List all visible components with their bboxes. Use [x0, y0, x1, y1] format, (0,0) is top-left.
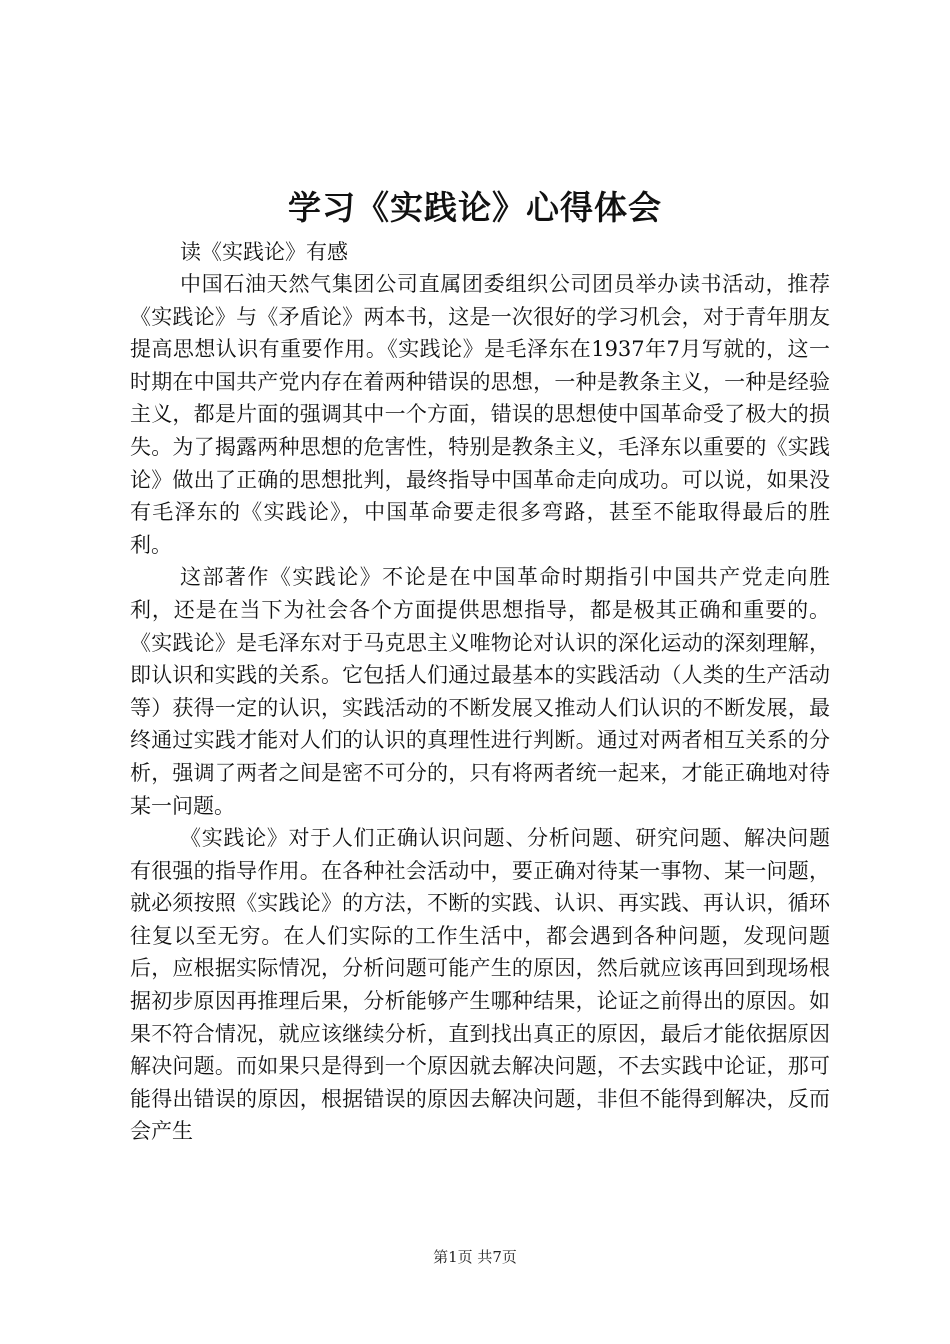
page-number-footer: 第1页 共7页 [433, 1248, 517, 1266]
paragraph: 中国石油天然气集团公司直属团委组织公司团员举办读书活动，推荐《实践论》与《矛盾论》两本书，这是一次很好的学习机会，对于青年朋友提高思想认识有重要作用。《实践论》是毛泽东在1937年7月写就的，这一时期在中国共产党内存在着两种错误的思想，一种是教条主义，一种是经验主义，都是片面的强调其中一个方面，错误的思想使中国革命受了极大的损失。为了揭露两种思想的危害性，特别是教条主义，毛泽东以重要的《实践论》做出了正确的思想批判，最终指导中国革命走向成功。可以说，如果没有毛泽东的《实践论》，中国革命要走很多弯路，甚至不能取得最后的胜利。 [130, 272, 830, 557]
paragraph: 这部著作《实践论》不论是在中国革命时期指引中国共产党走向胜利，还是在当下为社会各个方面提供思想指导，都是极其正确和重要的。《实践论》是毛泽东对于马克思主义唯物论对认识的深化运动的深刻理解，即认识和实践的关系。它包括人们通过最基本的实践活动（人类的生产活动等）获得一定的认识，实践活动的不断发展又推动人们认识的不断发展，最终通过实践才能对人们的认识的真理性进行判断。通过对两者相互关系的分析，强调了两者之间是密不可分的，只有将两者统一起来，才能正确地对待某一问题。 [130, 565, 830, 818]
paragraph: 《实践论》对于人们正确认识问题、分析问题、研究问题、解决问题有很强的指导作用。在各种社会活动中，要正确对待某一事物、某一问题，就必须按照《实践论》的方法，不断的实践、认识、再实践、再认识，循环往复以至无穷。在人们实际的工作生活中，都会遇到各种问题，发现问题后，应根据实际情况，分析问题可能产生的原因，然后就应该再回到现场根据初步原因再推理后果，分析能够产生哪种结果，论证之前得出的原因。如果不符合情况，就应该继续分析，直到找出真正的原因，最后才能依据原因解决问题。而如果只是得到一个原因就去解决问题，不去实践中论证，那可能得出错误的原因，根据错误的原因去解决问题，非但不能得到解决，反而会产生 [130, 826, 830, 1144]
subtitle: 读《实践论》有感 [180, 240, 348, 264]
page-title: 学习《实践论》心得体会 [288, 188, 662, 227]
document-body [130, 268, 830, 1148]
